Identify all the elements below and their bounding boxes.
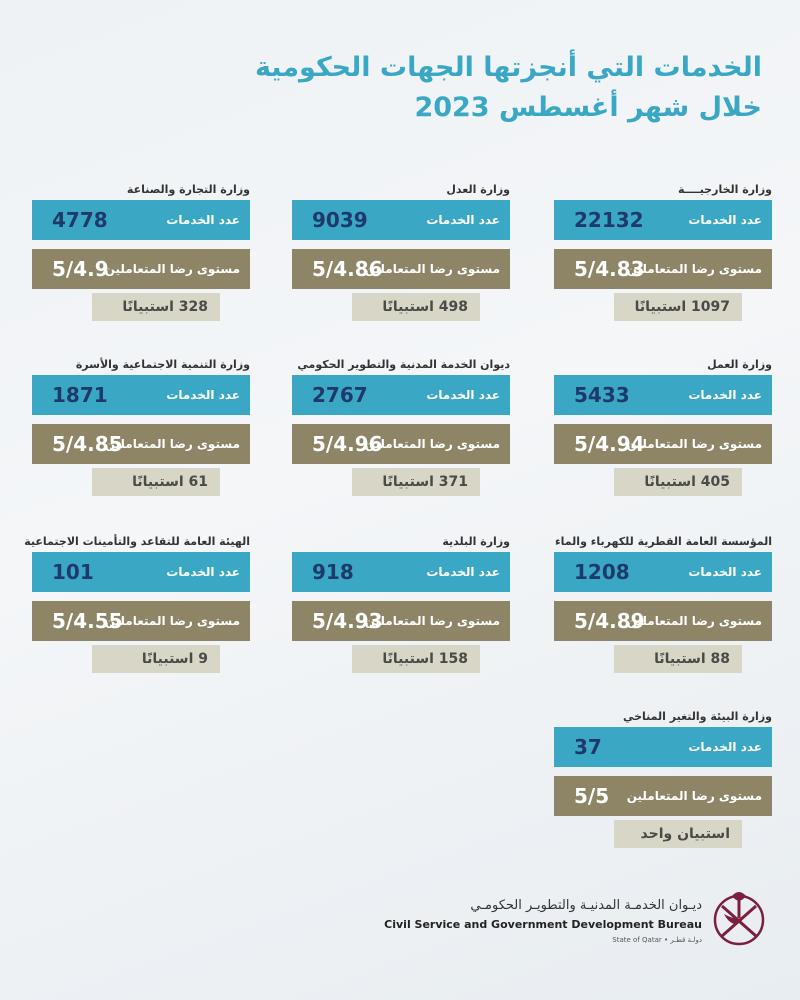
survey-count: 9 استبيانًا [141, 651, 208, 667]
satisfaction-bar [554, 601, 772, 641]
page-subtitle: خلال شهر أغسطس 2023 [414, 92, 762, 123]
org-name-english: Civil Service and Government Development Bureau [384, 918, 702, 931]
satisfaction-score: 5/4.94 [574, 432, 645, 456]
services-label: عدد الخدمات [166, 213, 240, 227]
satisfaction-bar [32, 424, 250, 464]
survey-count: استبيان واحد [640, 826, 730, 842]
entity-card-pension-authority [24, 535, 250, 685]
satisfaction-bar [554, 776, 772, 816]
services-label: عدد الخدمات [688, 388, 762, 402]
satisfaction-label: مستوى رضا المتعاملين [626, 437, 762, 451]
entity-card-commerce [32, 183, 250, 333]
satisfaction-score: 5/4.9 [52, 257, 109, 281]
satisfaction-bar [554, 424, 772, 464]
state-label: State of Qatar • دولـة قطـر [612, 936, 702, 944]
satisfaction-label: مستوى رضا المتعاملين [364, 262, 500, 276]
survey-count: 328 استبيانًا [122, 299, 208, 315]
survey-count: 498 استبيانًا [382, 299, 468, 315]
page-title: الخدمات التي أنجزتها الجهات الحكومية [254, 52, 762, 83]
services-bar [32, 375, 250, 415]
services-label: عدد الخدمات [166, 388, 240, 402]
entity-card-social-development [32, 358, 250, 508]
entity-name: وزارة البيئة والتغير المناخي [622, 710, 772, 723]
services-label: عدد الخدمات [426, 388, 500, 402]
services-label: عدد الخدمات [688, 565, 762, 579]
survey-bar [92, 468, 220, 496]
survey-bar [614, 468, 742, 496]
services-bar [554, 375, 772, 415]
entity-card-kahramaa [554, 535, 772, 685]
satisfaction-score: 5/4.89 [574, 609, 645, 633]
satisfaction-score: 5/4.85 [52, 432, 123, 456]
footer-logo-block [384, 884, 768, 954]
entity-name: وزارة العمل [707, 358, 772, 371]
entity-name: وزارة البلدية [442, 535, 510, 548]
entity-card-labour [554, 358, 772, 508]
satisfaction-bar [292, 601, 510, 641]
services-label: عدد الخدمات [166, 565, 240, 579]
services-bar [32, 552, 250, 592]
entity-name: وزارة التنمية الاجتماعية والأسرة [75, 358, 250, 371]
survey-count: 88 استبيانًا [654, 651, 730, 667]
entity-card-municipality [292, 535, 510, 685]
survey-bar [614, 645, 742, 673]
satisfaction-label: مستوى رضا المتعاملين [364, 614, 500, 628]
satisfaction-label: مستوى رضا المتعاملين [104, 614, 240, 628]
services-bar [32, 200, 250, 240]
satisfaction-bar [32, 249, 250, 289]
entity-card-foreign-affairs [554, 183, 772, 333]
satisfaction-score: 5/4.96 [312, 432, 383, 456]
services-bar [554, 552, 772, 592]
satisfaction-label: مستوى رضا المتعاملين [626, 614, 762, 628]
satisfaction-label: مستوى رضا المتعاملين [364, 437, 500, 451]
entity-name: الهيئة العامة للتقاعد والتأمينات الاجتماعية [24, 535, 250, 548]
survey-count: 158 استبيانًا [382, 651, 468, 667]
services-count: 1871 [52, 383, 108, 407]
satisfaction-score: 5/4.93 [312, 609, 383, 633]
services-bar [554, 727, 772, 767]
survey-bar [614, 820, 742, 848]
services-label: عدد الخدمات [426, 213, 500, 227]
satisfaction-score: 5/4.55 [52, 609, 123, 633]
entity-name: وزارة العدل [446, 183, 510, 196]
satisfaction-label: مستوى رضا المتعاملين [626, 789, 762, 803]
satisfaction-score: 5/4.86 [312, 257, 383, 281]
services-count: 101 [52, 560, 94, 584]
entity-card-justice [292, 183, 510, 333]
services-count: 2767 [312, 383, 368, 407]
satisfaction-score: 5/5 [574, 784, 610, 808]
services-label: عدد الخدمات [688, 740, 762, 754]
services-count: 918 [312, 560, 354, 584]
survey-count: 1097 استبيانًا [634, 299, 730, 315]
entity-name: ديوان الخدمة المدنية والتطوير الحكومي [297, 358, 510, 371]
survey-bar [352, 293, 480, 321]
entity-name: وزارة التجارة والصناعة [126, 183, 250, 196]
satisfaction-bar [292, 424, 510, 464]
services-count: 9039 [312, 208, 368, 232]
services-bar [554, 200, 772, 240]
survey-count: 405 استبيانًا [644, 474, 730, 490]
services-label: عدد الخدمات [426, 565, 500, 579]
entity-name: وزارة الخارجيــــة [677, 183, 772, 196]
services-bar [292, 552, 510, 592]
services-bar [292, 375, 510, 415]
satisfaction-bar [32, 601, 250, 641]
survey-count: 61 استبيانًا [132, 474, 208, 490]
services-count: 5433 [574, 383, 630, 407]
survey-bar [352, 645, 480, 673]
survey-count: 371 استبيانًا [382, 474, 468, 490]
services-bar [292, 200, 510, 240]
services-count: 37 [574, 735, 602, 759]
satisfaction-bar [554, 249, 772, 289]
survey-bar [614, 293, 742, 321]
entity-card-environment [554, 710, 772, 860]
satisfaction-bar [292, 249, 510, 289]
survey-bar [92, 645, 220, 673]
services-count: 4778 [52, 208, 108, 232]
survey-bar [352, 468, 480, 496]
entity-name: المؤسسة العامة القطرية للكهرباء والماء [555, 535, 772, 548]
services-count: 1208 [574, 560, 630, 584]
satisfaction-label: مستوى رضا المتعاملين [626, 262, 762, 276]
services-count: 22132 [574, 208, 644, 232]
org-name-arabic: ديـوان الخدمـة المدنيـة والتطويـر الحكومـي [470, 898, 702, 913]
services-label: عدد الخدمات [688, 213, 762, 227]
satisfaction-score: 5/4.83 [574, 257, 645, 281]
qatar-emblem-icon [710, 884, 768, 954]
satisfaction-label: مستوى رضا المتعاملين [104, 262, 240, 276]
satisfaction-label: مستوى رضا المتعاملين [104, 437, 240, 451]
entity-card-civil-service [292, 358, 510, 508]
survey-bar [92, 293, 220, 321]
